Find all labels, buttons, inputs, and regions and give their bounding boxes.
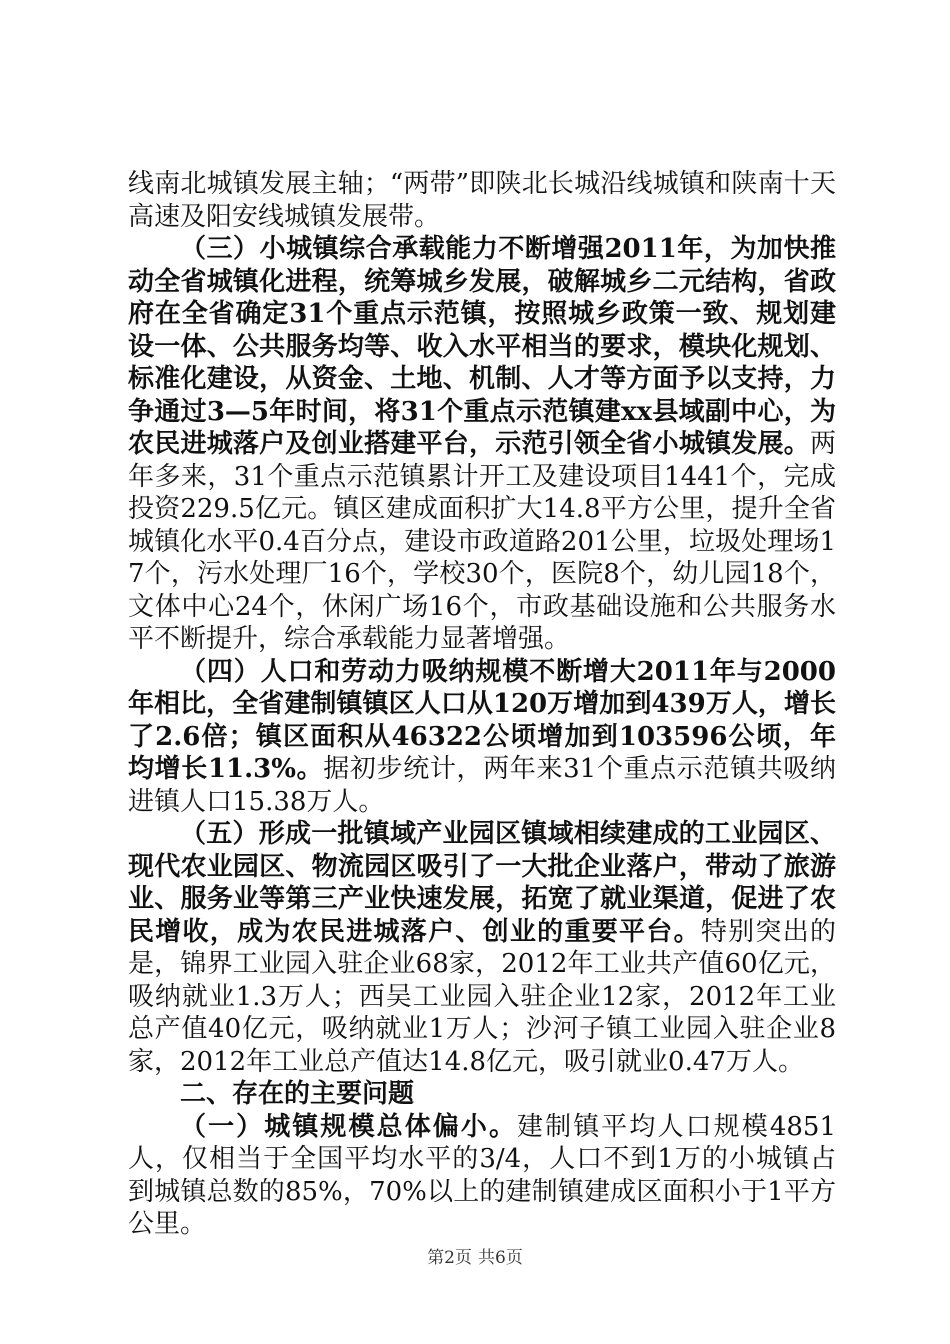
paragraph-section-5 — [128, 818, 836, 1078]
paragraph-text: 线南北城镇发展主轴；“两带”即陕北长城沿线城镇和陕南十天高速及阳安线城镇发展带。 — [128, 169, 836, 232]
paragraph-text: 两年多来，31个重点示范镇累计开工及建设项目1441个，完成投资229.5亿元。镇区建成面积扩大14.8平方公里，提升全省城镇化水平0.4百分点，建设市政道路201公里，垃圾处理场17个，污水处理厂16个，学校30个，医院8个，幼儿园18个，文体中心24个，休闲广场16个，市政基础设施和公共服务水平不断提升，综合承载能力显著增强。 — [128, 429, 836, 654]
document-body — [128, 168, 836, 1241]
page-footer — [0, 1243, 950, 1268]
paragraph-text: 据初步统计，两年来31个重点示范镇共吸纳进镇人口15.38万人。 — [128, 754, 836, 817]
paragraph-text: 建制镇平均人口规模4851人，仅相当于全国平均水平的3/4，人口不到1万的小城镇占到城镇总数的85%，70%以上的建制镇建成区面积小于1平方公里。 — [128, 1111, 836, 1239]
page-total: 共6页 — [478, 1248, 523, 1268]
paragraph-problem-1 — [128, 1111, 836, 1241]
chapter-heading-text: 二、存在的主要问题 — [180, 1079, 415, 1109]
section-heading-text: （一）城镇规模总体偏小。 — [180, 1111, 518, 1142]
paragraph-section-4 — [128, 656, 836, 819]
chapter-heading — [128, 1078, 836, 1111]
section-heading-text: （五）形成一批镇域产业园区镇域相续建成的工业园区、现代农业园区、物流园区吸引了一大批企业落户，带动了旅游业、服务业等第三产业快速发展，拓宽了就业渠道，促进了农民增收，成为农民进城落户、创业的重要平台。 — [128, 819, 836, 947]
section-heading-text: （三）小城镇综合承载能力不断增强2011年，为加快推动全省城镇化进程，统筹城乡发展，破解城乡二元结构，省政府在全省确定31个重点示范镇，按照城乡政策一致、规划建设一体、公共服务均等、收入水平相当的要求，模块化规划、标准化建设，从资金、土地、机制、人才等方面予以支持，力争通过3—5年时间，将31个重点示范镇建xx县域副中心，为农民进城落户及创业搭建平台，示范引领全省小城镇发展。 — [128, 234, 836, 459]
section-heading-text: （四）人口和劳动力吸纳规模不断增大2011年与2000年相比，全省建制镇镇区人口从120万增加到439万人，增长了2.6倍；镇区面积从46322公顷增加到103596公顷，年均增长11.3%。 — [128, 656, 836, 784]
page-number: 第2页 — [427, 1248, 472, 1268]
paragraph-continuation — [128, 168, 836, 233]
paragraph-section-3 — [128, 233, 836, 656]
paragraph-text: 特别突出的是，锦界工业园入驻企业68家，2012年工业共产值60亿元，吸纳就业1.3万人；西吴工业园入驻企业12家，2012年工业总产值40亿元，吸纳就业1万人；沙河子镇工业园入驻企业8家，2012年工业总产值达14.8亿元，吸引就业0.47万人。 — [128, 916, 836, 1077]
